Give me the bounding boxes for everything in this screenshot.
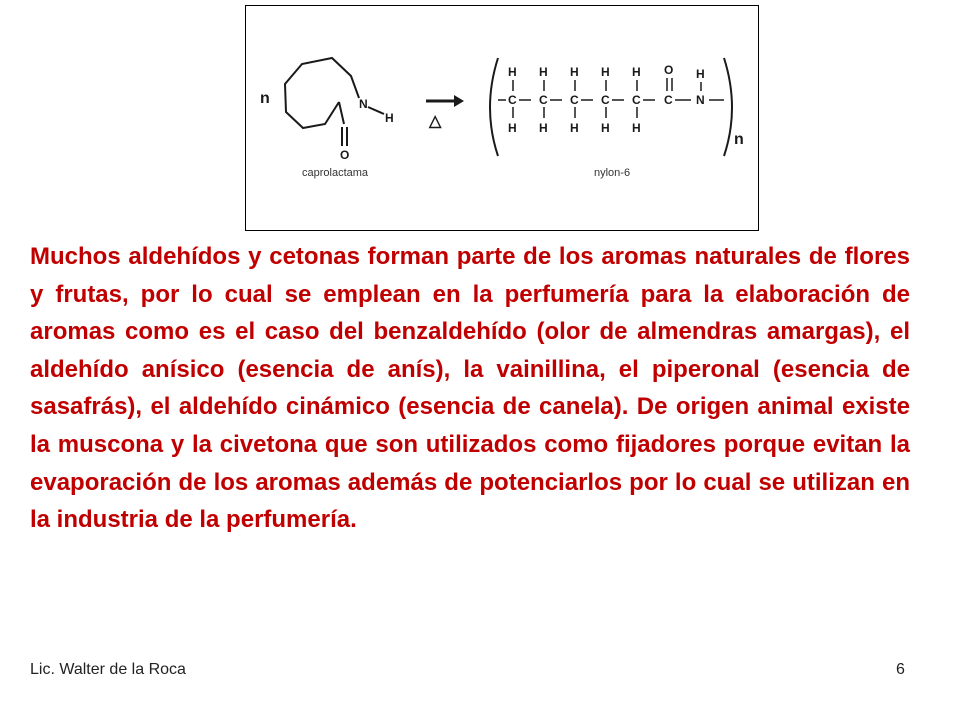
atom-h-bottom-5: H	[632, 121, 641, 135]
ring-bond-co	[339, 102, 344, 124]
atom-h-top-2: H	[539, 65, 548, 79]
atom-h-bottom-3: H	[570, 121, 579, 135]
left-paren	[490, 58, 498, 156]
right-paren	[724, 58, 732, 156]
reaction-figure	[245, 5, 759, 231]
atom-c-3: C	[570, 93, 579, 107]
body-paragraph: Muchos aldehídos y cetonas forman parte de los aromas naturales de flores y frutas, por lo cual se emplean en la perfumería para la elaboración de aromas como es el caso del benzaldehído (olor de almendras amargas), el aldehído anísico (esencia de anís), la vainillina, el piperonal (esencia de sasafrás), el aldehído cinámico (esencia de canela). De origen animal existe la muscona y la civetona que son utilizados como fijadores porque evitan la evaporación de los aromas además de potenciarlos por lo cual se utilizan en la industria de la perfumería.	[30, 243, 910, 534]
label-nylon-6: nylon-6	[594, 167, 631, 179]
label-caprolactama: caprolactama	[302, 167, 369, 179]
multiplier-n-left: n	[260, 90, 270, 107]
atom-h-bottom-1: H	[508, 121, 517, 135]
atom-c-2: C	[539, 93, 548, 107]
atom-h-top-3: H	[570, 65, 579, 79]
atom-h-top-4: H	[601, 65, 610, 79]
atom-c-4: C	[601, 93, 610, 107]
page-number: 6	[896, 661, 905, 678]
atom-h-top-1: H	[508, 65, 517, 79]
atom-o-carbonyl: O	[664, 63, 674, 77]
multiplier-n-right: n	[734, 131, 744, 148]
atom-h-top-5: H	[632, 65, 641, 79]
reaction-arrow	[426, 95, 464, 107]
heat-triangle-icon: △	[429, 113, 442, 130]
atom-h-amide: H	[696, 67, 705, 81]
atom-h-ring: H	[385, 111, 394, 125]
atom-n-chain: N	[696, 93, 705, 107]
atom-h-bottom-4: H	[601, 121, 610, 135]
atom-c-5: C	[632, 93, 641, 107]
atom-n-ring: N	[359, 97, 368, 111]
atom-c-carbonyl: C	[664, 93, 673, 107]
caprolactam-to-nylon6-diagram	[246, 6, 758, 230]
footer-author: Lic. Walter de la Roca	[30, 661, 186, 678]
caprolactam-ring	[285, 58, 384, 146]
polymer-chain-bonds	[498, 78, 724, 118]
atom-c-1: C	[508, 93, 517, 107]
atom-o-ring: O	[340, 148, 350, 162]
atom-h-bottom-2: H	[539, 121, 548, 135]
